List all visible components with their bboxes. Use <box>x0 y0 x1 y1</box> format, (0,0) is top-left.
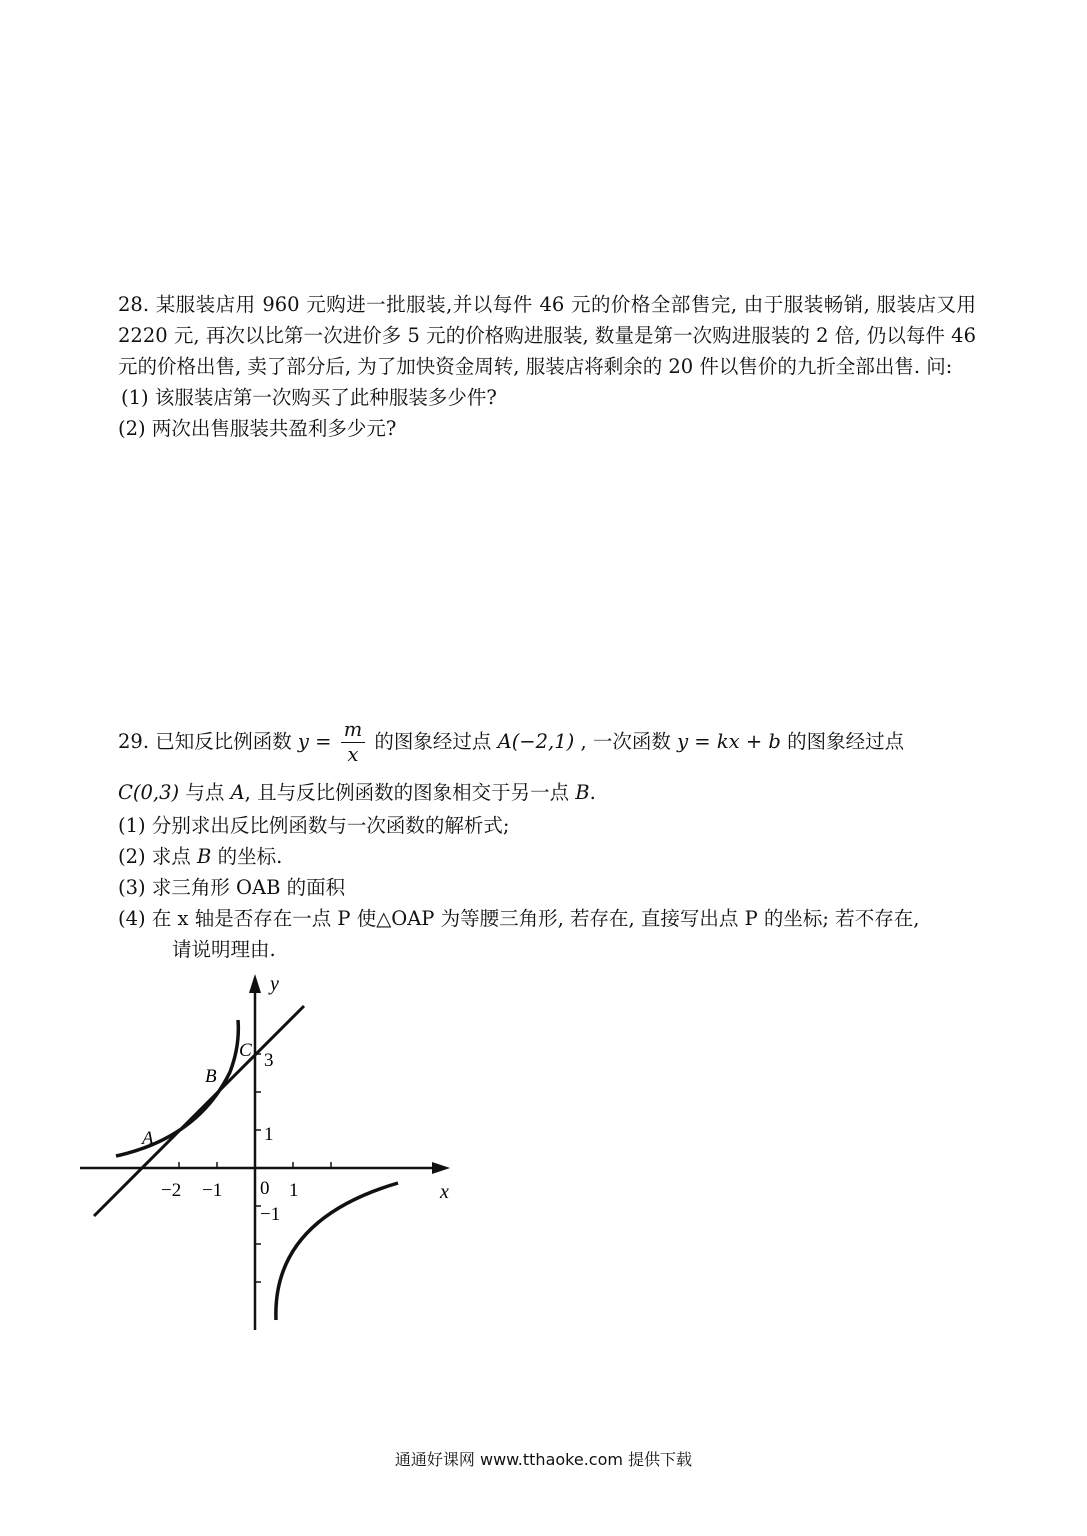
q29-part2-tail: 的坐标. <box>217 845 283 868</box>
point-b-label: B <box>205 1066 217 1087</box>
x-axis-arrow-icon <box>432 1162 450 1174</box>
x-tick-label-1: 1 <box>289 1180 299 1201</box>
question-29 <box>118 718 976 965</box>
q29-func-lhs: y = <box>297 730 332 753</box>
footer-credit: 通通好课网 www.tthaoke.com 提供下载 <box>394 1450 693 1469</box>
q29-line2-b: , 且与反比例函数的图象相交于另一点 <box>244 781 570 804</box>
q29-point-a: A(−2,1) <box>497 730 575 753</box>
question-29-part-4: (4) 在 x 轴是否存在一点 P 使△OAP 为等腰三角形, 若存在, 直接写出点 P 的坐标; 若不存在, <box>118 907 920 930</box>
y-axis-label: y <box>270 973 279 995</box>
q29-point-c: C(0,3) <box>118 781 180 804</box>
q29-intro-b: 的图象经过点 <box>374 730 492 753</box>
q29-linear-function: y = kx + b <box>677 730 781 753</box>
y-tick-label-1: 1 <box>264 1124 274 1145</box>
question-28-part-1: (1) 该服装店第一次购买了此种服装多少件? <box>121 386 497 409</box>
x-tick-label-minus-2: −2 <box>161 1180 182 1201</box>
q29-fraction-denominator: x <box>347 743 359 766</box>
q29-line2-a: 与点 <box>185 781 225 804</box>
q29-intro-d: 的图象经过点 <box>787 730 905 753</box>
question-29-part-1: (1) 分别求出反比例函数与一次函数的解析式; <box>118 814 510 837</box>
y-axis-arrow-icon <box>249 974 261 993</box>
point-a-label: A <box>142 1128 154 1149</box>
q29-point-b-ref: B <box>575 781 590 804</box>
question-29-line-2 <box>118 776 976 810</box>
question-28-text: 28. 某服装店用 960 元购进一批服装,并以每件 46 元的价格全部售完, 由于服装畅销, 服装店又用 2220 元, 再次以比第一次进价多 5 元的价格购进服装, 数量是第一次购进服装的 2 倍, 仍以每件 46 元的价格出售, 卖了部分后, 为了加快资金周转, 服装店将剩余的 20 件以售价的九折全部出售. 问: <box>118 293 976 378</box>
x-axis-label: x <box>440 1181 449 1203</box>
question-28-part-2: (2) 两次出售服装共盈利多少元? <box>118 417 397 440</box>
origin-label: 0 <box>260 1178 270 1199</box>
y-tick-label-3: 3 <box>264 1050 274 1071</box>
question-28 <box>118 289 976 444</box>
x-tick-label-minus-1: −1 <box>202 1180 223 1201</box>
question-29-line-1 <box>118 718 976 766</box>
q29-fraction <box>341 718 366 767</box>
question-29-part-3: (3) 求三角形 OAB 的面积 <box>118 876 346 899</box>
linear-function-line <box>94 1006 304 1216</box>
hyperbola-right-branch <box>276 1183 398 1320</box>
q29-point-a-ref: A <box>230 781 245 804</box>
q29-part2-head: (2) 求点 <box>118 845 191 868</box>
question-29-part-4-continued: 请说明理由. <box>172 938 276 961</box>
y-tick-label-minus-1: −1 <box>260 1204 281 1225</box>
q29-intro-c: , 一次函数 <box>580 730 671 753</box>
hyperbola-left-branch <box>116 1020 238 1156</box>
q29-fraction-numerator: m <box>341 718 366 743</box>
question-29-part-2 <box>118 841 976 872</box>
coordinate-figure <box>78 968 458 1338</box>
q29-line2-end: . <box>589 781 596 804</box>
q29-intro-a: 29. 已知反比例函数 <box>118 730 292 753</box>
q29-part2-var: B <box>197 845 212 868</box>
point-c-label: C <box>239 1040 252 1061</box>
